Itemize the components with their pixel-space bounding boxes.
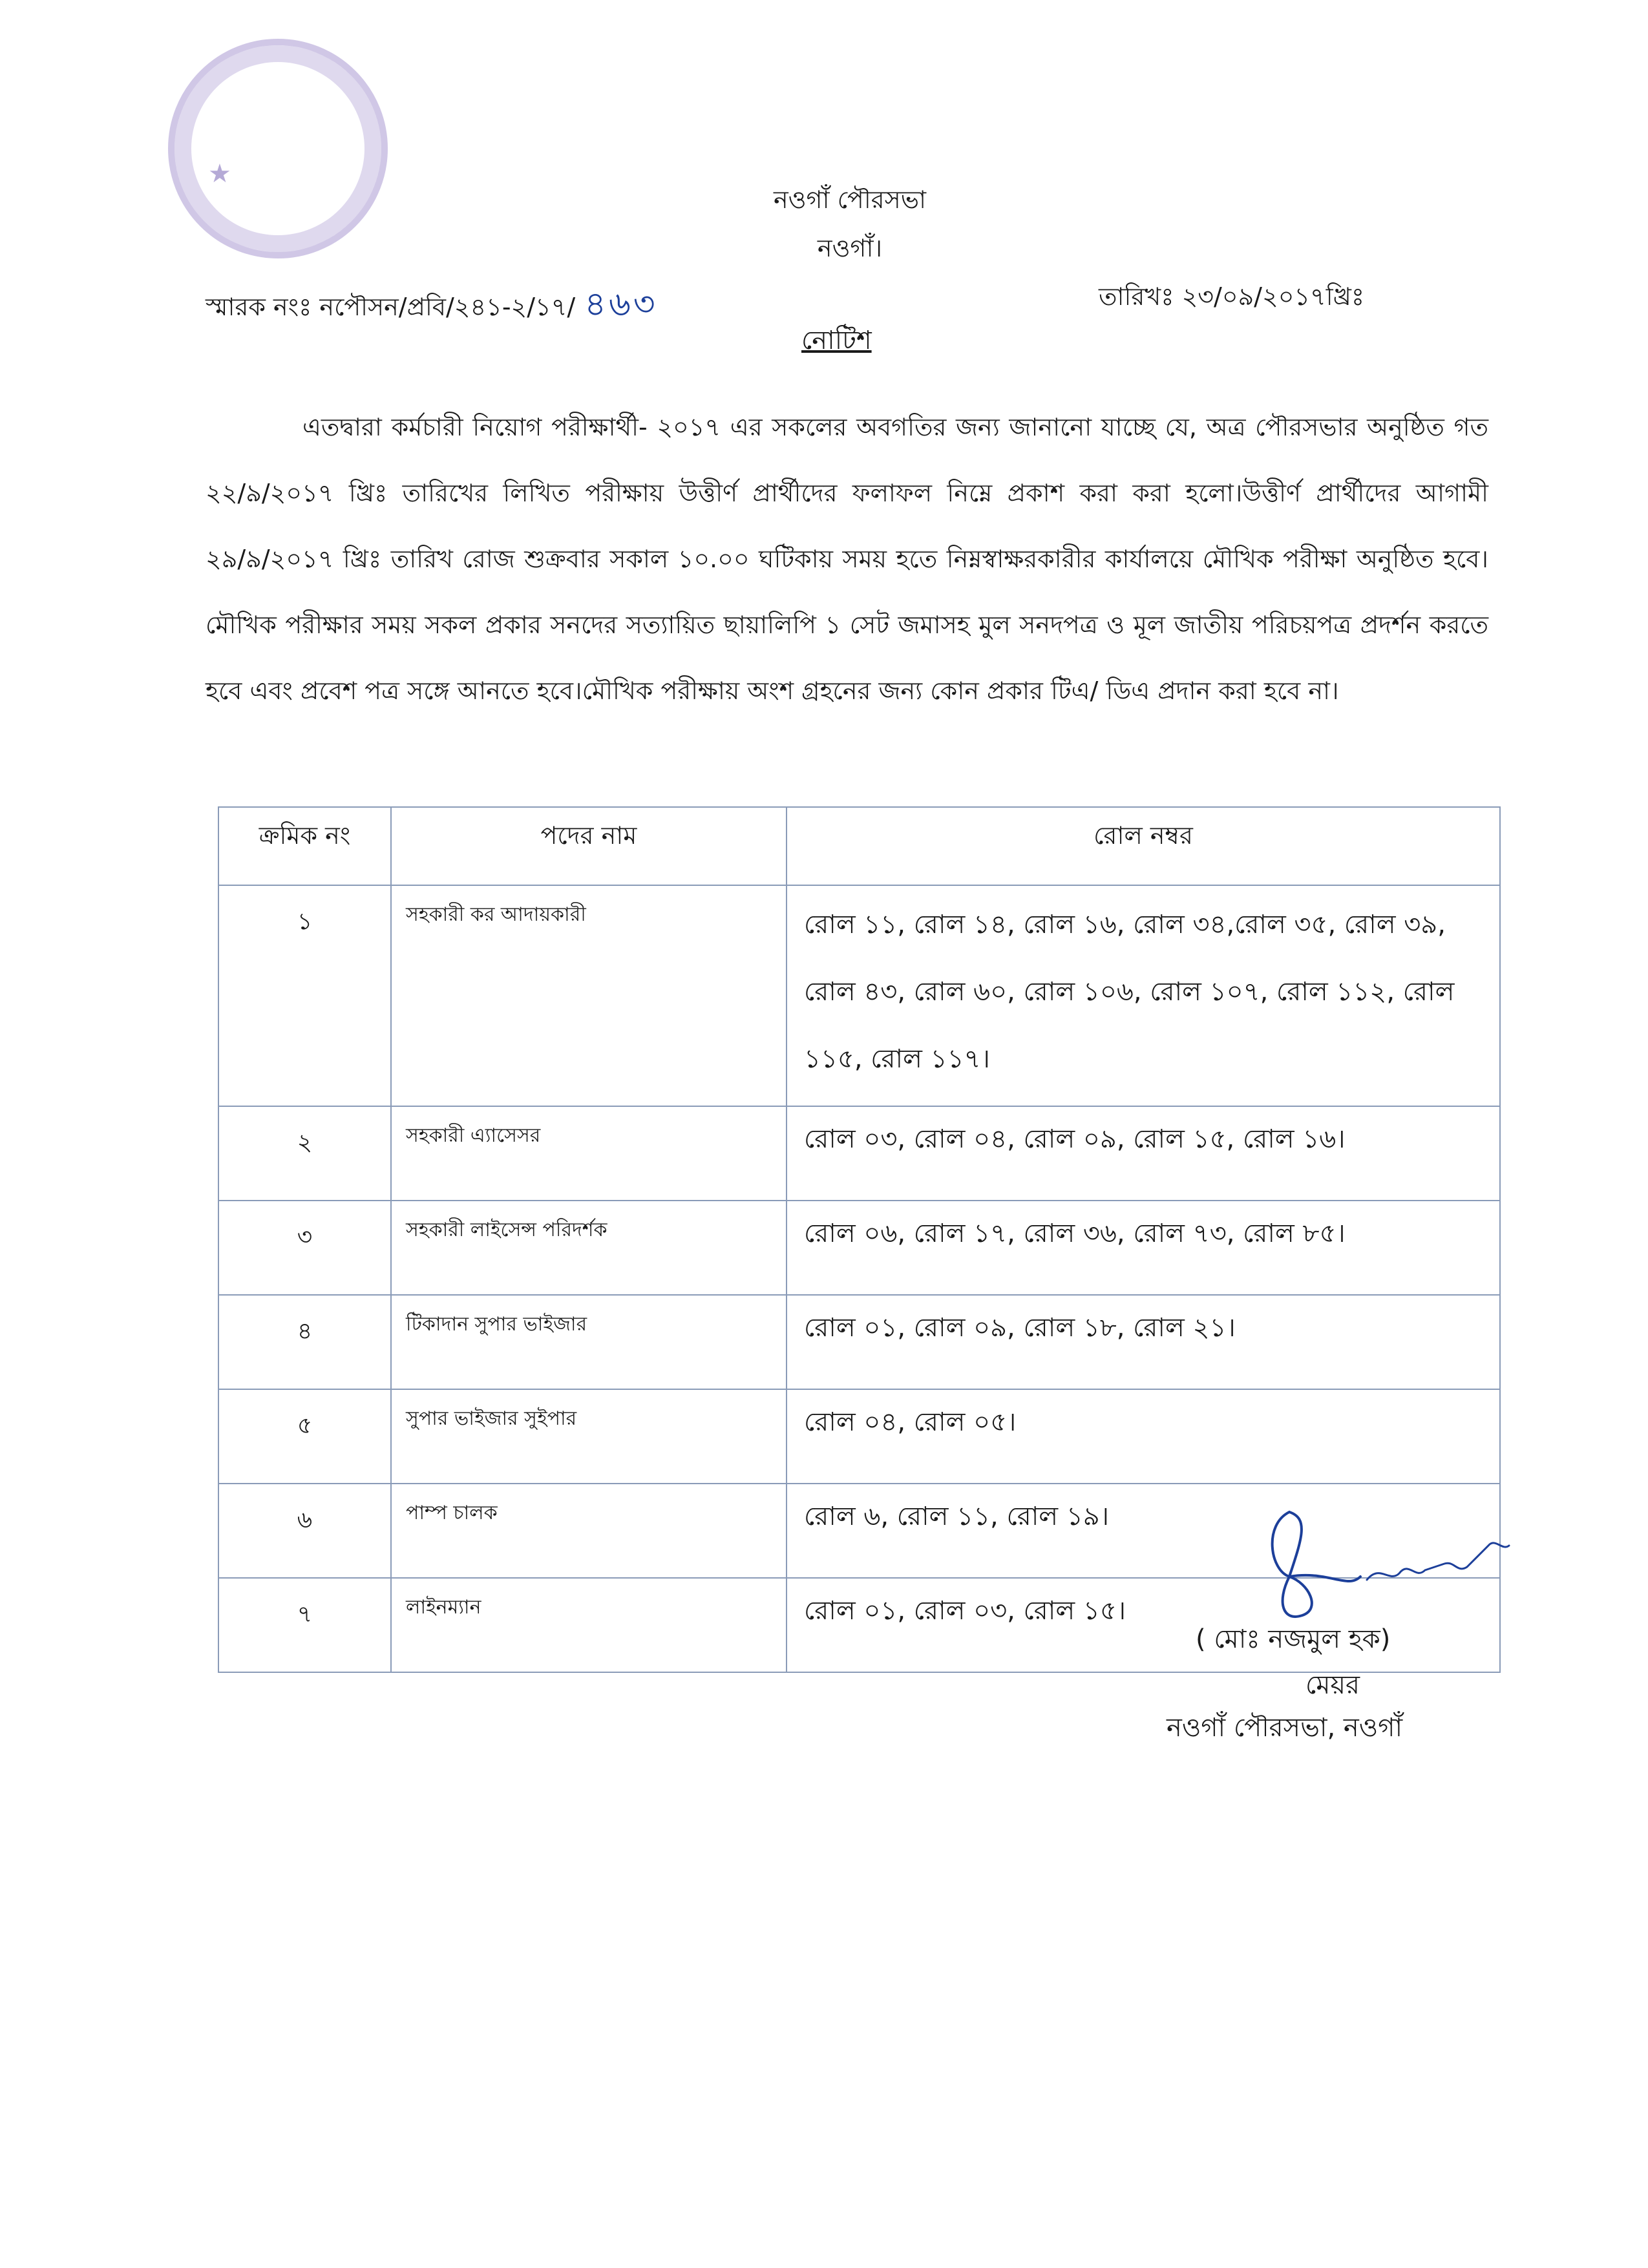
row-rolls: রোল ০১, রোল ০৩, রোল ১৫। xyxy=(787,1578,1500,1672)
table-header-row xyxy=(218,807,1500,885)
row-serial: ৪ xyxy=(218,1295,391,1389)
memo-label: স্মারক নংঃ নপৌসন/প্রবি/২৪১-২/১৭/ xyxy=(206,293,576,321)
table-row xyxy=(218,885,1500,1106)
memo-handwritten-number: ৪৬৩ xyxy=(584,285,658,324)
row-post: সুপার ভাইজার সুইপার xyxy=(391,1389,787,1484)
notice-title: নোটিশ xyxy=(801,326,872,355)
header-rolls: রোল নম্বর xyxy=(787,807,1500,885)
header-serial: ক্রমিক নং xyxy=(218,807,391,885)
table-row xyxy=(218,1295,1500,1389)
office-place: নওগাঁ। xyxy=(817,234,883,262)
row-serial: ৩ xyxy=(218,1201,391,1295)
row-post: সহকারী এ্যাসেসর xyxy=(391,1106,787,1201)
row-serial: ৫ xyxy=(218,1389,391,1484)
row-post: পাম্প চালক xyxy=(391,1484,787,1578)
header-post: পদের নাম xyxy=(391,807,787,885)
row-serial: ১ xyxy=(218,885,391,1106)
row-post: টিকাদান সুপার ভাইজার xyxy=(391,1295,787,1389)
notice-body: এতদ্বারা কর্মচারী নিয়োগ পরীক্ষার্থী- ২০১৭ এর সকলের অবগতির জন্য জানানো যাচ্ছে যে, অত্র পৌরসভার অনুষ্ঠিত গত ২২/৯/২০১৭ খ্রিঃ তারিখের লিখিত পরীক্ষায় উত্তীর্ণ প্রার্থীদের ফলাফল নিম্নে প্রকাশ করা করা হলো।উত্তীর্ণ প্রার্থীদের আগামী ২৯/৯/২০১৭ খ্রিঃ তারিখ রোজ শুক্রবার সকাল ১০.০০ ঘটিকায় সময় হতে নিম্নস্বাক্ষরকারীর কার্যালয়ে মৌখিক পরীক্ষা অনুষ্ঠিত হবে। মৌখিক পরীক্ষার সময় সকল প্রকার সনদের সত্যায়িত ছায়ালিপি ১ সেট জমাসহ মুল সনদপত্র ও মূল জাতীয় পরিচয়পত্র প্রদর্শন করতে হবে এবং প্রবেশ পত্র সঙ্গে আনতে হবে।মৌখিক পরীক্ষায় অংশ গ্রহনের জন্য কোন প্রকার টিএ/ ডিএ প্রদান করা হবে না। xyxy=(206,413,1488,705)
row-post: সহকারী কর আদায়কারী xyxy=(391,885,787,1106)
handwritten-signature xyxy=(1251,1499,1522,1628)
row-post: লাইনম্যান xyxy=(391,1578,787,1672)
row-rolls: রোল ০৬, রোল ১৭, রোল ৩৬, রোল ৭৩, রোল ৮৫। xyxy=(787,1201,1500,1295)
row-rolls: রোল ০৩, রোল ০৪, রোল ০৯, রোল ১৫, রোল ১৬। xyxy=(787,1106,1500,1201)
row-serial: ৬ xyxy=(218,1484,391,1578)
row-post: সহকারী লাইসেন্স পরিদর্শক xyxy=(391,1201,787,1295)
table-row xyxy=(218,1106,1500,1201)
star-icon: ★ xyxy=(208,159,231,189)
row-rolls: রোল ১১, রোল ১৪, রোল ১৬, রোল ৩৪,রোল ৩৫, রোল ৩৯, রোল ৪৩, রোল ৬০, রোল ১০৬, রোল ১০৭, রোল ১১২, রোল ১১৫, রোল ১১৭। xyxy=(787,885,1500,1106)
office-seal-stamp xyxy=(168,39,388,258)
table-row xyxy=(218,1389,1500,1484)
row-rolls: রোল ৬, রোল ১১, রোল ১৯। xyxy=(787,1484,1500,1578)
notice-date: তারিখঃ ২৩/০৯/২০১৭খ্রিঃ xyxy=(1099,282,1365,311)
row-rolls: রোল ০১, রোল ০৯, রোল ১৮, রোল ২১। xyxy=(787,1295,1500,1389)
signatory-office: নওগাঁ পৌরসভা, নওগাঁ xyxy=(1167,1713,1403,1743)
signatory-name: ( মোঃ নজমুল হক) xyxy=(1196,1624,1391,1654)
row-rolls: রোল ০৪, রোল ০৫। xyxy=(787,1389,1500,1484)
signatory-title: মেয়র xyxy=(1305,1670,1360,1700)
memo-number xyxy=(206,278,658,334)
row-serial: ২ xyxy=(218,1106,391,1201)
office-name: নওগাঁ পৌরসভা xyxy=(773,185,927,214)
table-row xyxy=(218,1201,1500,1295)
row-serial: ৭ xyxy=(218,1578,391,1672)
